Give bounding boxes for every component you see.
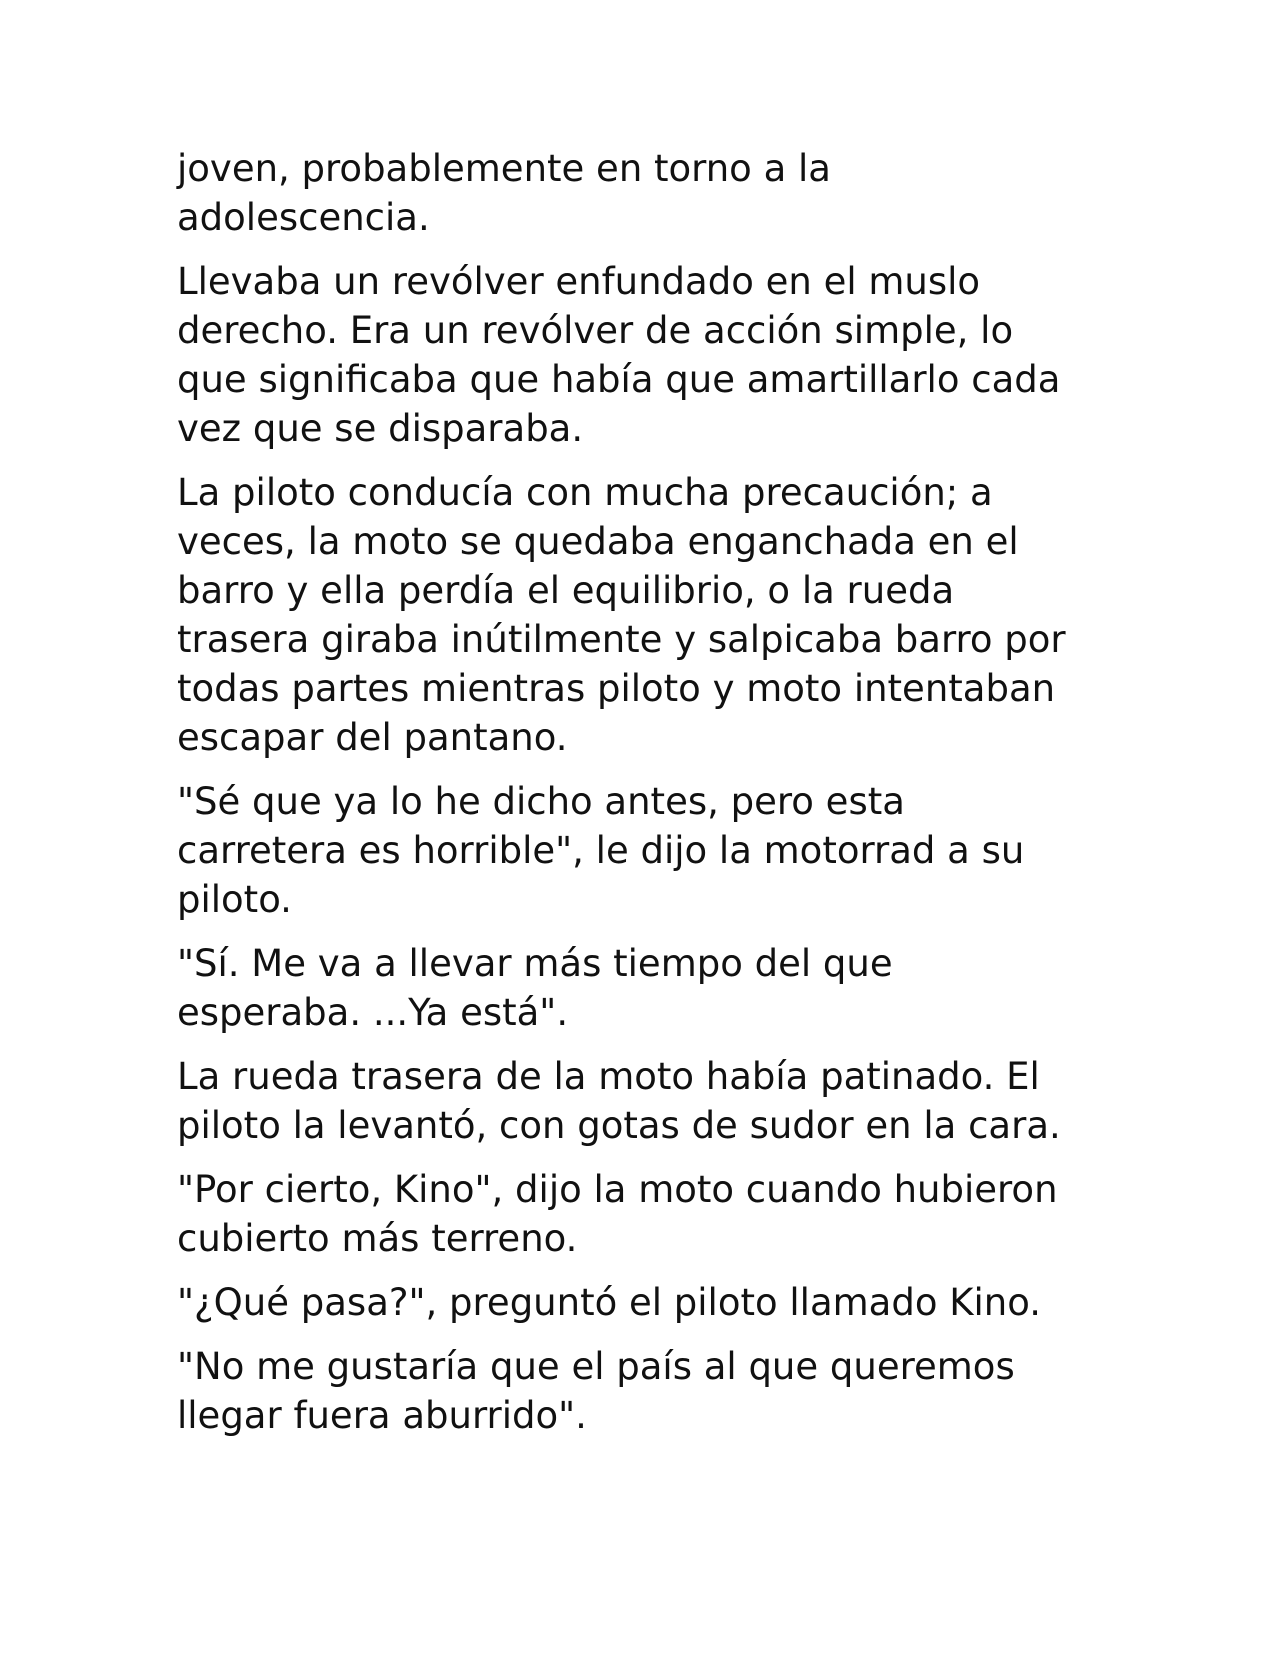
- text-line: "Sé que ya lo he dicho antes, pero esta: [177, 780, 905, 823]
- text-line: "No me gustaría que el país al que queremos: [177, 1345, 1015, 1388]
- paragraph-8: [177, 1278, 1107, 1327]
- paragraph-9: [177, 1342, 1107, 1440]
- text-line: "¿Qué pasa?", preguntó el piloto llamado Kino.: [177, 1281, 1041, 1324]
- text-line: que significaba que había que amartillarlo cada: [177, 358, 1061, 401]
- document-page: [177, 144, 1107, 1455]
- paragraph-5: [177, 939, 1107, 1037]
- text-line: derecho. Era un revólver de acción simple, lo: [177, 309, 1014, 352]
- text-line: trasera giraba inútilmente y salpicaba barro por: [177, 618, 1066, 661]
- text-line: La piloto conducía con mucha precaución; a: [177, 471, 993, 514]
- paragraph-3: [177, 468, 1107, 762]
- text-line: "Por cierto, Kino", dijo la moto cuando hubieron: [177, 1168, 1058, 1211]
- paragraph-6: [177, 1052, 1107, 1150]
- text-line: barro y ella perdía el equilibrio, o la rueda: [177, 569, 955, 612]
- text-line: joven, probablemente en torno a la: [177, 147, 831, 190]
- text-line: piloto la levantó, con gotas de sudor en la cara.: [177, 1104, 1061, 1147]
- paragraph-2: [177, 257, 1107, 453]
- text-line: todas partes mientras piloto y moto intentaban: [177, 667, 1056, 710]
- text-line: vez que se disparaba.: [177, 407, 584, 450]
- paragraph-1: [177, 144, 1107, 242]
- text-line: Llevaba un revólver enfundado en el muslo: [177, 260, 981, 303]
- paragraph-7: [177, 1165, 1107, 1263]
- text-line: adolescencia.: [177, 196, 430, 239]
- text-line: llegar fuera aburrido".: [177, 1394, 587, 1437]
- text-line: piloto.: [177, 878, 292, 921]
- text-line: esperaba. ...Ya está".: [177, 991, 569, 1034]
- text-line: cubierto más terreno.: [177, 1217, 578, 1260]
- text-line: La rueda trasera de la moto había patinado. El: [177, 1055, 1040, 1098]
- paragraph-4: [177, 777, 1107, 924]
- text-line: carretera es horrible", le dijo la motorrad a su: [177, 829, 1025, 872]
- text-line: "Sí. Me va a llevar más tiempo del que: [177, 942, 893, 985]
- text-line: escapar del pantano.: [177, 716, 568, 759]
- text-line: veces, la moto se quedaba enganchada en el: [177, 520, 1019, 563]
